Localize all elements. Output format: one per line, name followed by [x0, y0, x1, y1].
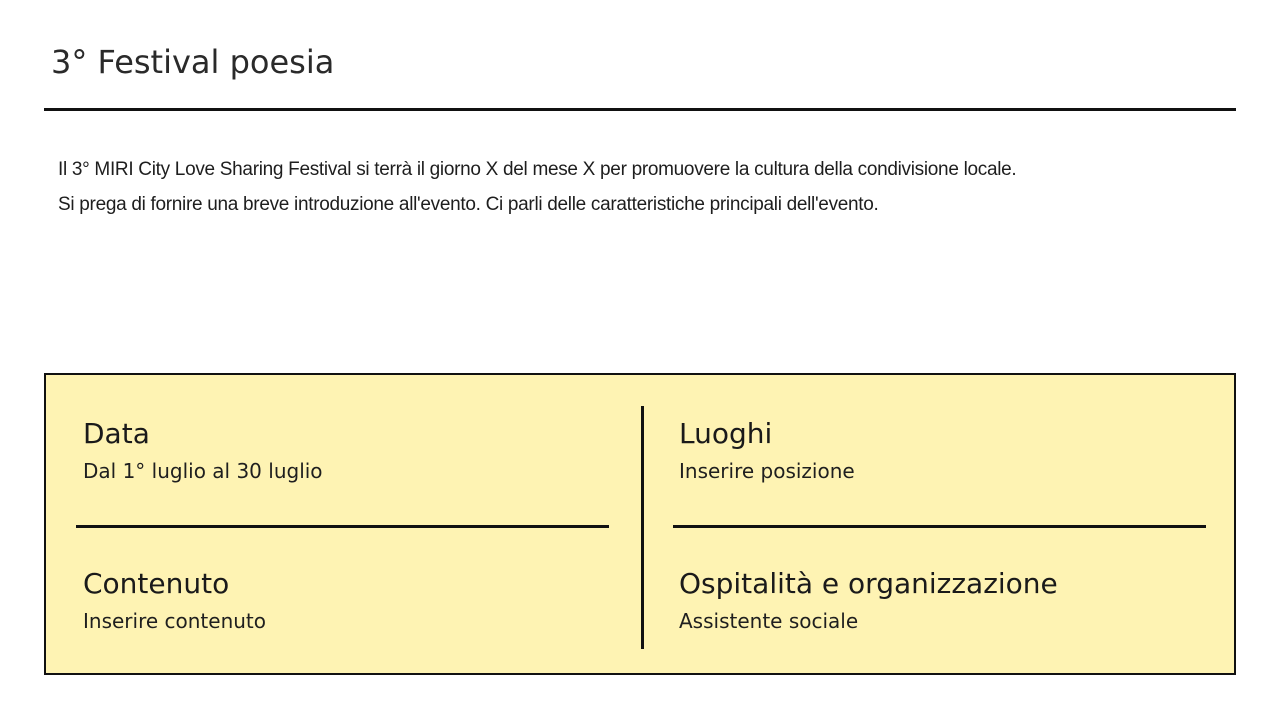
- date-heading: Data: [83, 417, 150, 450]
- content-value: Inserire contenuto: [83, 609, 267, 633]
- hospitality-value: Assistente sociale: [679, 609, 859, 633]
- vertical-divider: [641, 406, 644, 649]
- hospitality-heading: Ospitalità e organizzazione: [679, 567, 1058, 600]
- intro-line-1: Il 3° MIRI City Love Sharing Festival si terrà il giorno X del mese X per promuovere la cultura della condivisione locale.: [58, 159, 1017, 180]
- date-value: Dal 1° luglio al 30 luglio: [83, 459, 323, 483]
- location-value: Inserire posizione: [679, 459, 855, 483]
- location-heading: Luoghi: [679, 417, 773, 450]
- content-heading: Contenuto: [83, 567, 230, 600]
- intro-text: [58, 152, 1016, 222]
- location-section: [679, 416, 855, 486]
- intro-line-2: Si prega di fornire una breve introduzione all'evento. Ci parli delle caratteristiche principali dell'evento.: [58, 194, 879, 215]
- content-section: [83, 566, 266, 636]
- hospitality-section: [679, 566, 1058, 636]
- title-divider: [44, 108, 1236, 111]
- horizontal-divider-right: [673, 525, 1206, 528]
- horizontal-divider-left: [76, 525, 609, 528]
- date-section: [83, 416, 323, 486]
- page-title: 3° Festival poesia: [51, 43, 335, 81]
- event-info-box: [44, 373, 1236, 675]
